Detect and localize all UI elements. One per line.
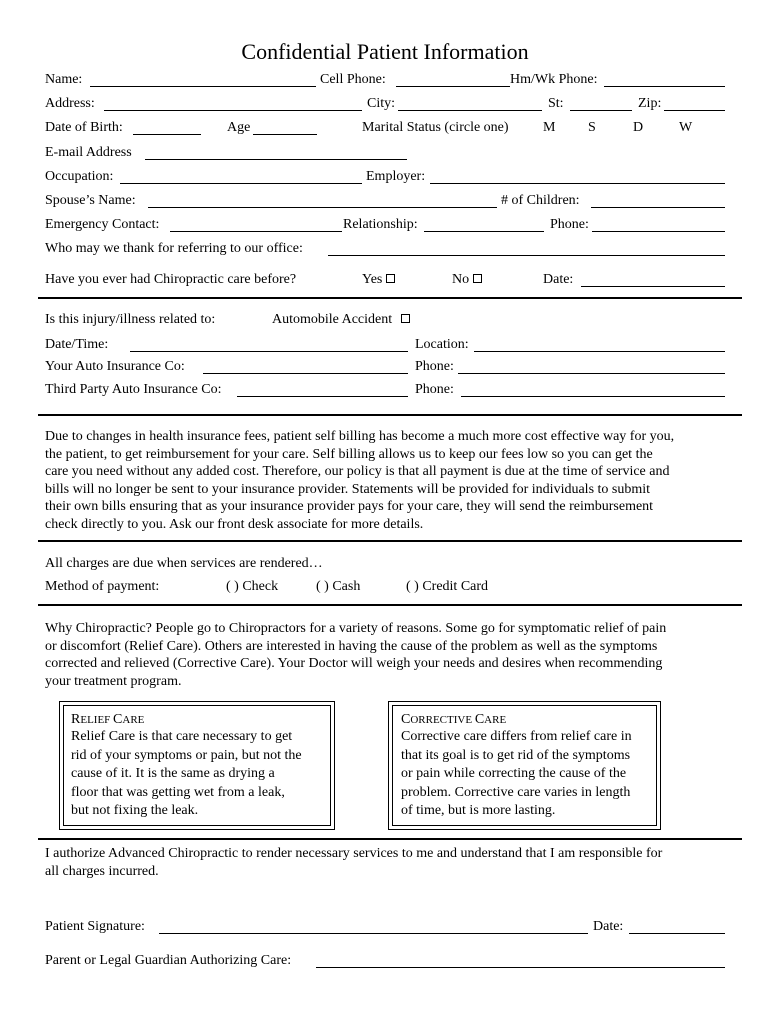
marital-status-label: Marital Status (circle one) — [362, 120, 509, 135]
age-label: Age — [227, 120, 251, 135]
auto-insurance-label: Your Auto Insurance Co: — [45, 359, 185, 374]
section-divider — [38, 838, 742, 840]
third-party-phone-label: Phone: — [415, 382, 454, 397]
relief-care-heading: RELIEF CARE — [71, 712, 145, 727]
relief-care-box — [59, 701, 335, 830]
emergency-phone-field[interactable] — [592, 231, 725, 232]
auto-insurance-field[interactable] — [203, 373, 408, 374]
relief-line: floor that was getting wet from a leak, — [71, 784, 285, 800]
datetime-label: Date/Time: — [45, 337, 109, 352]
payment-check-option[interactable]: ( ) Check — [226, 579, 279, 594]
corrective-line: of time, but is more lasting. — [401, 803, 556, 818]
corrective-line: or pain while correcting the cause of the — [401, 766, 627, 781]
guardian-signature-label: Parent or Legal Guardian Authorizing Care: — [45, 953, 292, 968]
spouse-label: Spouse’s Name: — [45, 193, 136, 208]
patient-signature-label: Patient Signature: — [45, 919, 145, 934]
why-chiropractic-paragraph — [45, 620, 666, 690]
auto-insurance-phone-label: Phone: — [415, 359, 454, 374]
why-line: corrected and relieved (Corrective Care). Your Doctor will weigh your needs and desires when recommending — [45, 656, 663, 671]
relief-line: cause of it. It is the same as drying a — [71, 766, 275, 781]
page-title: Confidential Patient Information — [241, 39, 529, 64]
billing-line: bills will no longer be sent to your insurance provider. Statements will be provided for individuals to submit — [45, 481, 651, 497]
auto-accident-option[interactable] — [272, 312, 410, 328]
signature-date-label: Date: — [593, 919, 624, 934]
authorization-text — [45, 845, 662, 880]
st-field[interactable] — [570, 110, 632, 111]
st-label: St: — [548, 96, 564, 111]
chiro-care-question: Have you ever had Chiropractic care before? — [45, 272, 297, 287]
zip-label: Zip: — [638, 96, 662, 111]
charges-due-text: All charges are due when services are rendered… — [45, 556, 323, 571]
auto-insurance-phone-field[interactable] — [458, 373, 725, 374]
relationship-label: Relationship: — [343, 217, 418, 232]
third-party-phone-field[interactable] — [461, 396, 725, 397]
dob-field[interactable] — [133, 134, 201, 135]
location-field[interactable] — [474, 351, 725, 352]
billing-line: care you need without any added cost. Therefore, our policy is that all payment is due at the time of service and — [45, 464, 670, 479]
relief-line: rid of your symptoms or pain, but not the — [71, 747, 302, 763]
no-checkbox[interactable] — [473, 274, 482, 283]
authorization-line: I authorize Advanced Chiropractic to render necessary services to me and understand that I am responsible for — [45, 846, 663, 861]
billing-line: the patient, to get reimbursement for your care. Self billing allows us to keep our fees low so you can get the — [45, 446, 653, 462]
payment-cash-option[interactable]: ( ) Cash — [316, 579, 361, 594]
corrective-line: problem. Corrective care varies in length — [401, 784, 631, 800]
section-divider — [38, 414, 742, 416]
no-label: No — [452, 272, 470, 287]
name-label: Name: — [45, 72, 83, 87]
emergency-phone-label: Phone: — [550, 217, 589, 232]
marital-option-s[interactable]: S — [588, 120, 596, 135]
location-label: Location: — [415, 337, 469, 352]
payment-method-label: Method of payment: — [45, 579, 160, 594]
hm-wk-phone-label: Hm/Wk Phone: — [510, 72, 598, 87]
corrective-care-text — [401, 728, 632, 821]
cell-phone-label: Cell Phone: — [320, 72, 386, 87]
hm-wk-phone-field[interactable] — [604, 86, 725, 87]
billing-line: Due to changes in health insurance fees, patient self billing has become a much more cost effective way for you, — [45, 429, 675, 444]
section-divider — [38, 604, 742, 606]
marital-option-m[interactable]: M — [543, 120, 556, 135]
spouse-field[interactable] — [148, 207, 497, 208]
authorization-line: all charges incurred. — [45, 863, 159, 879]
address-label: Address: — [45, 96, 95, 111]
guardian-signature-field[interactable] — [316, 967, 725, 968]
employer-field[interactable] — [430, 183, 725, 184]
patient-signature-field[interactable] — [159, 933, 588, 934]
signature-date-field[interactable] — [629, 933, 725, 934]
billing-line: check directly to you. Ask our front desk associate for more details. — [45, 516, 424, 532]
corrective-care-box — [388, 701, 661, 830]
referral-field[interactable] — [328, 255, 725, 256]
yes-checkbox[interactable] — [386, 274, 395, 283]
children-label: # of Children: — [501, 193, 580, 208]
marital-option-d[interactable]: D — [633, 120, 644, 135]
corrective-line: that its goal is to get rid of the symptoms — [401, 747, 631, 763]
chiro-date-label: Date: — [543, 272, 574, 287]
billing-line: their own bills ensuring that as your insurance provider pays for your care, they will send the reimbursement — [45, 499, 654, 514]
email-field[interactable] — [145, 159, 407, 160]
auto-accident-label: Automobile Accident — [272, 312, 393, 327]
relief-care-text — [71, 728, 302, 821]
employer-label: Employer: — [366, 169, 426, 184]
corrective-line: Corrective care differs from relief care in — [401, 729, 632, 744]
occupation-label: Occupation: — [45, 169, 114, 184]
emergency-contact-field[interactable] — [170, 231, 342, 232]
third-party-insurance-label: Third Party Auto Insurance Co: — [45, 382, 222, 397]
cell-phone-field[interactable] — [396, 86, 510, 87]
chiro-yes-option[interactable] — [362, 272, 395, 288]
corrective-care-heading: CORRECTIVE CARE — [401, 712, 507, 727]
emergency-contact-label: Emergency Contact: — [45, 217, 160, 232]
relief-line: Relief Care is that care necessary to get — [71, 729, 293, 744]
children-field[interactable] — [591, 207, 725, 208]
auto-accident-checkbox[interactable] — [401, 314, 410, 323]
relief-line: but not fixing the leak. — [71, 803, 199, 818]
why-line: or discomfort (Relief Care). Others are interested in having the cause of the problem as well as the symptoms — [45, 638, 658, 654]
why-line: Why Chiropractic? People go to Chiropractors for a variety of reasons. Some go for symptomatic relief of pain — [45, 621, 667, 636]
email-label: E-mail Address — [45, 145, 132, 160]
dob-label: Date of Birth: — [45, 120, 123, 135]
section-divider — [38, 297, 742, 299]
why-line: your treatment program. — [45, 673, 182, 689]
address-field[interactable] — [104, 110, 362, 111]
billing-paragraph — [45, 428, 674, 533]
chiro-no-option[interactable] — [452, 272, 482, 288]
chiro-date-field[interactable] — [581, 286, 725, 287]
zip-field[interactable] — [664, 110, 725, 111]
name-field[interactable] — [90, 86, 316, 87]
payment-credit-card-option[interactable]: ( ) Credit Card — [406, 579, 489, 594]
city-label: City: — [367, 96, 396, 111]
datetime-field[interactable] — [130, 351, 408, 352]
relationship-field[interactable] — [424, 231, 544, 232]
marital-option-w[interactable]: W — [679, 120, 693, 135]
injury-related-label: Is this injury/illness related to: — [45, 312, 216, 327]
yes-label: Yes — [362, 272, 383, 287]
city-field[interactable] — [398, 110, 542, 111]
referral-label: Who may we thank for referring to our office: — [45, 241, 303, 256]
third-party-insurance-field[interactable] — [237, 396, 408, 397]
age-field[interactable] — [253, 134, 317, 135]
section-divider — [38, 540, 742, 542]
occupation-field[interactable] — [120, 183, 362, 184]
